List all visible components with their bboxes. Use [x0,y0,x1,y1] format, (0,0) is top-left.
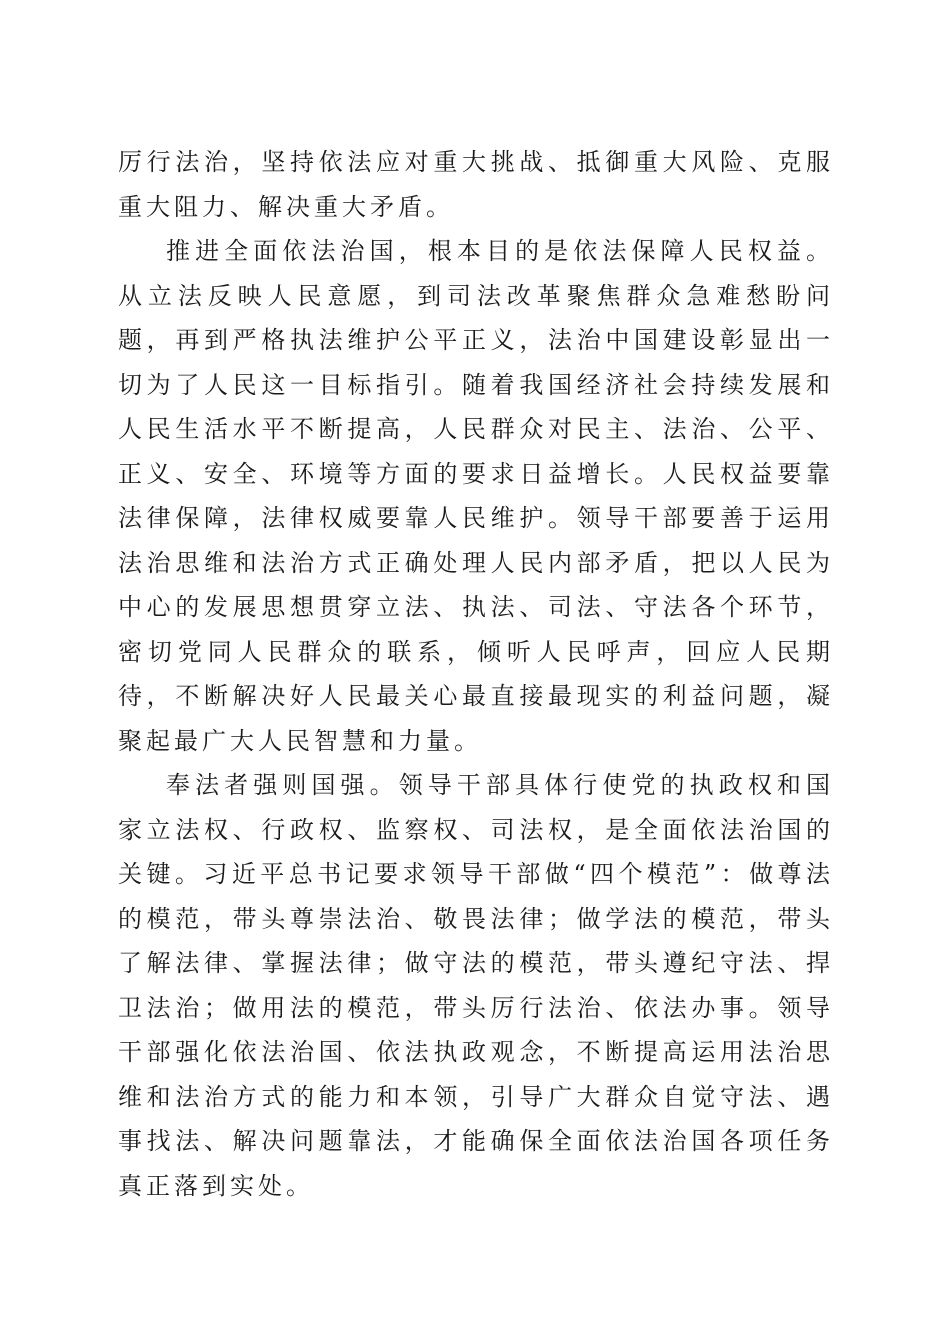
paragraph-people-rights: 推进全面依法治国，根本目的是依法保障人民权益。从立法反映人民意愿，到司法改革聚焦群众急难愁盼问题，再到严格执法维护公平正义，法治中国建设彰显出一切为了人民这一目标指引。随着我国经济社会持续发展和人民生活水平不断提高，人民群众对民主、法治、公平、正义、安全、环境等方面的要求日益增长。人民权益要靠法律保障，法律权威要靠人民维护。领导干部要善于运用法治思维和法治方式正确处理人民内部矛盾，把以人民为中心的发展思想贯穿立法、执法、司法、守法各个环节，密切党同人民群众的联系，倾听人民呼声，回应人民期待，不断解决好人民最关心最直接最现实的利益问题，凝聚起最广大人民智慧和力量。 [118,237,834,755]
paragraph-leading-cadres: 奉法者强则国强。领导干部具体行使党的执政权和国家立法权、行政权、监察权、司法权，是全面依法治国的关键。习近平总书记要求领导干部做“四个模范”：做尊法的模范，带头尊崇法治、敬畏法律；做学法的模范，带头了解法律、掌握法律；做守法的模范，带头遵纪守法、捍卫法治；做用法的模范，带头厉行法治、依法办事。领导干部强化依法治国、依法执政观念，不断提高运用法治思维和法治方式的能力和本领，引导广大群众自觉守法、遇事找法、解决问题靠法，才能确保全面依法治国各项任务真正落到实处。 [118,771,834,1200]
paragraph-continued: 厉行法治，坚持依法应对重大挑战、抵御重大风险、克服重大阻力、解决重大矛盾。 [118,148,834,221]
document-body [118,140,834,1208]
